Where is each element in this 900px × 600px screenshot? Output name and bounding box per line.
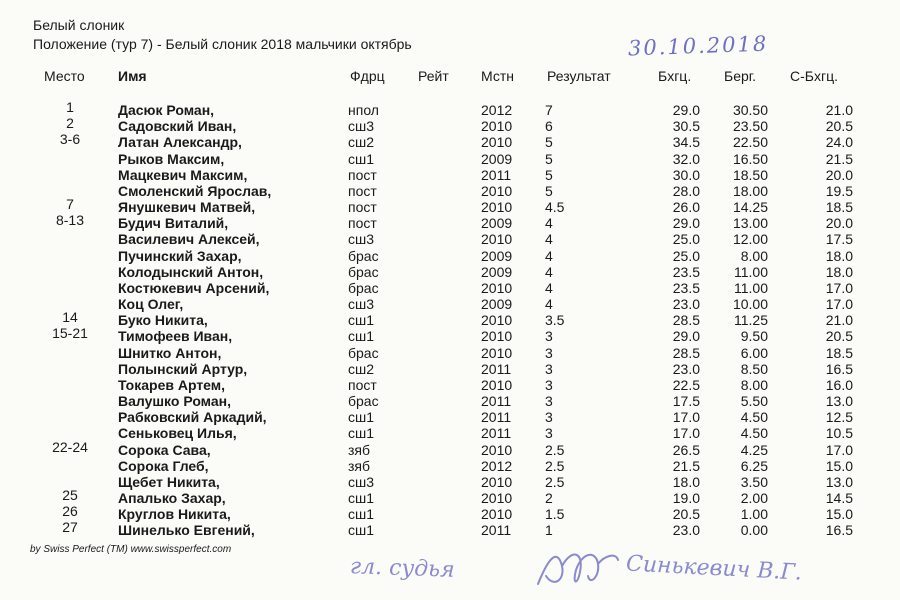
name-cell: Валушко Роман, — [118, 393, 231, 410]
birth-year-cell: 2011 — [481, 360, 512, 377]
buchholz-cell: 23.5 — [672, 279, 700, 296]
name-cell: Токарев Артем, — [118, 376, 226, 393]
signature-mark — [532, 546, 622, 592]
name-cell: Рабковский Аркадий, — [118, 409, 267, 426]
buchholz-cell: 22.5 — [672, 376, 700, 393]
federation-cell: сш1 — [348, 328, 375, 345]
berger-cell: 12.00 — [732, 231, 768, 248]
buchholz-cell: 25.0 — [672, 247, 700, 264]
federation-cell: зяб — [348, 441, 371, 458]
place-cell: 22-24 — [52, 438, 88, 455]
median-buchholz-cell: 16.5 — [825, 522, 853, 539]
buchholz-cell: 30.0 — [672, 166, 700, 183]
federation-cell: брас — [348, 247, 379, 264]
birth-year-cell: 2010 — [481, 441, 513, 458]
name-cell: Костюкевич Арсений, — [118, 279, 270, 296]
name-cell: Щебет Никита, — [118, 473, 220, 490]
birth-year-cell: 2009 — [481, 296, 513, 313]
median-buchholz-cell: 16.0 — [825, 376, 853, 393]
handwritten-date: 30.10.2018 — [627, 31, 769, 61]
score-cell: 3 — [545, 344, 553, 361]
median-buchholz-cell: 20.0 — [825, 215, 853, 232]
federation-cell: пост — [348, 215, 377, 232]
buchholz-cell: 25.0 — [672, 231, 700, 248]
berger-cell: 4.50 — [740, 409, 768, 426]
name-cell: Латан Александр, — [118, 134, 242, 151]
birth-year-cell: 2010 — [481, 182, 513, 199]
federation-cell: сш1 — [348, 312, 375, 329]
name-cell: Рыков Максим, — [118, 150, 225, 167]
col-header-year: Мстн — [481, 68, 514, 84]
birth-year-cell: 2010 — [481, 231, 513, 248]
birth-year-cell: 2011 — [481, 409, 512, 426]
median-buchholz-cell: 21.0 — [825, 312, 853, 329]
buchholz-cell: 21.5 — [672, 457, 700, 474]
birth-year-cell: 2012 — [481, 457, 513, 474]
buchholz-cell: 28.0 — [672, 182, 700, 199]
buchholz-cell: 28.5 — [672, 312, 700, 329]
buchholz-cell: 26.0 — [672, 199, 700, 216]
name-cell: Тимофеев Иван, — [118, 328, 233, 345]
berger-cell: 8.50 — [740, 360, 768, 377]
median-buchholz-cell: 15.0 — [825, 506, 853, 523]
place-cell: 25 — [62, 487, 78, 504]
name-cell: Шнитко Антон, — [118, 344, 222, 361]
score-cell: 1.5 — [545, 506, 565, 523]
federation-cell: сш2 — [348, 134, 375, 151]
buchholz-cell: 17.0 — [672, 409, 700, 426]
birth-year-cell: 2010 — [481, 506, 513, 523]
birth-year-cell: 2010 — [481, 279, 513, 296]
buchholz-cell: 29.0 — [672, 215, 700, 232]
birth-year-cell: 2010 — [481, 473, 513, 490]
berger-cell: 10.00 — [732, 296, 768, 313]
median-buchholz-cell: 20.5 — [825, 118, 853, 135]
berger-cell: 18.50 — [732, 166, 768, 183]
buchholz-cell: 34.5 — [672, 134, 700, 151]
standings-subtitle: Положение (тур 7) - Белый слоник 2018 мальчики октябрь — [33, 36, 412, 52]
median-buchholz-cell: 14.5 — [825, 490, 853, 507]
col-header-buchholz: Бхгц. — [658, 68, 692, 84]
median-buchholz-cell: 18.0 — [825, 247, 853, 264]
median-buchholz-cell: 20.5 — [825, 328, 853, 345]
score-cell: 5 — [545, 166, 553, 183]
federation-cell: пост — [348, 166, 377, 183]
berger-cell: 9.50 — [740, 328, 768, 345]
median-buchholz-cell: 20.0 — [825, 166, 853, 183]
buchholz-cell: 28.5 — [672, 344, 700, 361]
score-cell: 5 — [545, 150, 553, 167]
score-cell: 3 — [545, 360, 553, 377]
berger-cell: 5.50 — [740, 393, 768, 410]
birth-year-cell: 2010 — [481, 134, 513, 151]
name-cell: Пучинский Захар, — [118, 247, 242, 264]
name-cell: Смоленский Ярослав, — [118, 182, 272, 199]
berger-cell: 3.50 — [740, 473, 768, 490]
place-cell: 8-13 — [55, 212, 85, 229]
name-cell: Апалько Захар, — [118, 490, 226, 507]
table-row — [0, 521, 900, 541]
federation-cell: брас — [348, 263, 379, 280]
buchholz-cell: 17.5 — [672, 393, 700, 410]
birth-year-cell: 2009 — [481, 247, 513, 264]
birth-year-cell: 2010 — [481, 490, 513, 507]
buchholz-cell: 32.0 — [672, 150, 700, 167]
score-cell: 5 — [545, 182, 553, 199]
median-buchholz-cell: 15.0 — [825, 457, 853, 474]
berger-cell: 22.50 — [732, 134, 768, 151]
place-cell: 26 — [62, 503, 78, 520]
buchholz-cell: 23.0 — [672, 360, 700, 377]
berger-cell: 14.25 — [732, 199, 768, 216]
median-buchholz-cell: 17.5 — [825, 231, 853, 248]
place-cell: 2 — [66, 115, 74, 132]
federation-cell: сш1 — [348, 409, 375, 426]
buchholz-cell: 29.0 — [672, 328, 700, 345]
buchholz-cell: 23.5 — [672, 263, 700, 280]
place-cell: 7 — [66, 196, 74, 213]
federation-cell: сш3 — [348, 118, 375, 135]
birth-year-cell: 2010 — [481, 199, 513, 216]
federation-cell: пост — [348, 376, 377, 393]
berger-cell: 18.00 — [732, 182, 768, 199]
median-buchholz-cell: 12.5 — [825, 409, 853, 426]
name-cell: Буко Никита, — [118, 312, 208, 329]
name-cell: Колодынский Антон, — [118, 263, 264, 280]
berger-cell: 6.25 — [740, 457, 768, 474]
name-cell: Сорока Сава, — [118, 441, 211, 458]
buchholz-cell: 20.5 — [672, 506, 700, 523]
berger-cell: 13.00 — [732, 215, 768, 232]
score-cell: 3.5 — [545, 312, 565, 329]
median-buchholz-cell: 17.0 — [825, 296, 853, 313]
birth-year-cell: 2011 — [481, 166, 512, 183]
name-cell: Сорока Глеб, — [118, 457, 209, 474]
score-cell: 4 — [545, 215, 553, 232]
buchholz-cell: 17.0 — [672, 425, 700, 442]
federation-cell: брас — [348, 344, 379, 361]
federation-cell: сш1 — [348, 490, 375, 507]
col-header-score: Результат — [547, 68, 611, 84]
birth-year-cell: 2010 — [481, 376, 513, 393]
federation-cell: сш3 — [348, 473, 375, 490]
berger-cell: 4.25 — [740, 441, 768, 458]
berger-cell: 8.00 — [740, 247, 768, 264]
col-header-median-buchholz: С-Бхгц. — [790, 68, 838, 84]
federation-cell: сш1 — [348, 522, 375, 539]
federation-cell: сш1 — [348, 425, 375, 442]
federation-cell: сш3 — [348, 231, 375, 248]
place-cell: 15-21 — [52, 325, 88, 342]
federation-cell: брас — [348, 393, 379, 410]
federation-cell: брас — [348, 279, 379, 296]
name-cell: Круглов Никита, — [118, 506, 231, 523]
score-cell: 2 — [545, 490, 553, 507]
birth-year-cell: 2010 — [481, 118, 513, 135]
birth-year-cell: 2011 — [481, 393, 512, 410]
median-buchholz-cell: 17.0 — [825, 279, 853, 296]
berger-cell: 23.50 — [732, 118, 768, 135]
software-credit: by Swiss Perfect (TM) www.swissperfect.com — [30, 544, 232, 555]
federation-cell: нпол — [348, 102, 379, 118]
score-cell: 1 — [545, 522, 553, 539]
name-cell: Василевич Алексей, — [118, 231, 260, 248]
col-header-berger: Берг. — [724, 68, 757, 84]
birth-year-cell: 2009 — [481, 263, 513, 280]
name-cell: Полынский Артур, — [118, 360, 248, 377]
col-header-fed: Фдрц — [350, 68, 385, 84]
name-cell: Шинелько Евгений, — [118, 522, 255, 539]
score-cell: 5 — [545, 134, 553, 151]
median-buchholz-cell: 10.5 — [825, 425, 853, 442]
median-buchholz-cell: 18.5 — [825, 199, 853, 216]
place-cell: 27 — [62, 519, 78, 536]
median-buchholz-cell: 13.0 — [825, 473, 853, 490]
berger-cell: 30.50 — [732, 102, 768, 118]
federation-cell: пост — [348, 199, 377, 216]
federation-cell: сш1 — [348, 506, 375, 523]
federation-cell: сш1 — [348, 150, 375, 167]
berger-cell: 8.00 — [740, 376, 768, 393]
berger-cell: 16.50 — [732, 150, 768, 167]
name-cell: Дасюк Роман, — [118, 102, 215, 118]
name-cell: Садовский Иван, — [118, 118, 237, 135]
median-buchholz-cell: 16.5 — [825, 360, 853, 377]
birth-year-cell: 2011 — [481, 425, 512, 442]
birth-year-cell: 2010 — [481, 328, 513, 345]
col-header-name: Имя — [118, 68, 147, 84]
berger-cell: 2.00 — [740, 490, 768, 507]
score-cell: 3 — [545, 409, 553, 426]
score-cell: 3 — [545, 376, 553, 393]
score-cell: 2.5 — [545, 457, 565, 474]
berger-cell: 11.25 — [734, 312, 768, 329]
score-cell: 2.5 — [545, 473, 565, 490]
federation-cell: сш2 — [348, 360, 375, 377]
col-header-place: Место — [44, 68, 85, 84]
buchholz-cell: 23.0 — [672, 296, 700, 313]
name-cell: Коц Олег, — [118, 296, 184, 313]
buchholz-cell: 30.5 — [672, 118, 700, 135]
berger-cell: 4.50 — [740, 425, 768, 442]
name-cell: Янушкевич Матвей, — [118, 199, 256, 216]
tournament-title: Белый слоник — [33, 17, 125, 33]
federation-cell: сш3 — [348, 296, 375, 313]
median-buchholz-cell: 18.5 — [825, 344, 853, 361]
median-buchholz-cell: 21.0 — [825, 102, 853, 118]
median-buchholz-cell: 13.0 — [825, 393, 853, 410]
buchholz-cell: 26.5 — [672, 441, 700, 458]
federation-cell: пост — [348, 182, 377, 199]
birth-year-cell: 2009 — [481, 150, 513, 167]
birth-year-cell: 2011 — [481, 522, 512, 539]
score-cell: 4 — [545, 279, 553, 296]
score-cell: 4 — [545, 231, 553, 248]
buchholz-cell: 29.0 — [672, 102, 700, 118]
birth-year-cell: 2010 — [481, 312, 513, 329]
chief-judge-name: Синькевич В.Г. — [625, 551, 803, 586]
median-buchholz-cell: 18.0 — [825, 263, 853, 280]
berger-cell: 11.00 — [734, 279, 768, 296]
score-cell: 4.5 — [545, 199, 565, 216]
score-cell: 3 — [545, 425, 553, 442]
berger-cell: 1.00 — [740, 506, 768, 523]
chief-judge-label: гл. судья — [349, 554, 456, 583]
score-cell: 4 — [545, 263, 553, 280]
score-cell: 4 — [545, 247, 553, 264]
federation-cell: зяб — [348, 457, 371, 474]
median-buchholz-cell: 24.0 — [825, 134, 853, 151]
place-cell: 14 — [62, 309, 78, 326]
score-cell: 6 — [545, 118, 553, 135]
birth-year-cell: 2010 — [481, 344, 513, 361]
col-header-rating: Рейт — [418, 68, 449, 84]
place-cell: 1 — [66, 99, 74, 115]
buchholz-cell: 23.0 — [672, 522, 700, 539]
median-buchholz-cell: 17.0 — [825, 441, 853, 458]
name-cell: Мацкевич Максим, — [118, 166, 248, 183]
median-buchholz-cell: 19.5 — [825, 182, 853, 199]
score-cell: 7 — [545, 102, 553, 118]
name-cell: Сеньковец Илья, — [118, 425, 237, 442]
name-cell: Будич Виталий, — [118, 215, 229, 232]
score-cell: 2.5 — [545, 441, 565, 458]
birth-year-cell: 2012 — [481, 102, 513, 118]
berger-cell: 11.00 — [734, 263, 768, 280]
berger-cell: 6.00 — [740, 344, 768, 361]
place-cell: 3-6 — [59, 131, 81, 148]
berger-cell: 0.00 — [740, 522, 768, 539]
buchholz-cell: 19.0 — [672, 490, 700, 507]
median-buchholz-cell: 21.5 — [825, 150, 853, 167]
birth-year-cell: 2009 — [481, 215, 513, 232]
score-cell: 3 — [545, 393, 553, 410]
score-cell: 3 — [545, 328, 553, 345]
score-cell: 4 — [545, 296, 553, 313]
buchholz-cell: 18.0 — [672, 473, 700, 490]
